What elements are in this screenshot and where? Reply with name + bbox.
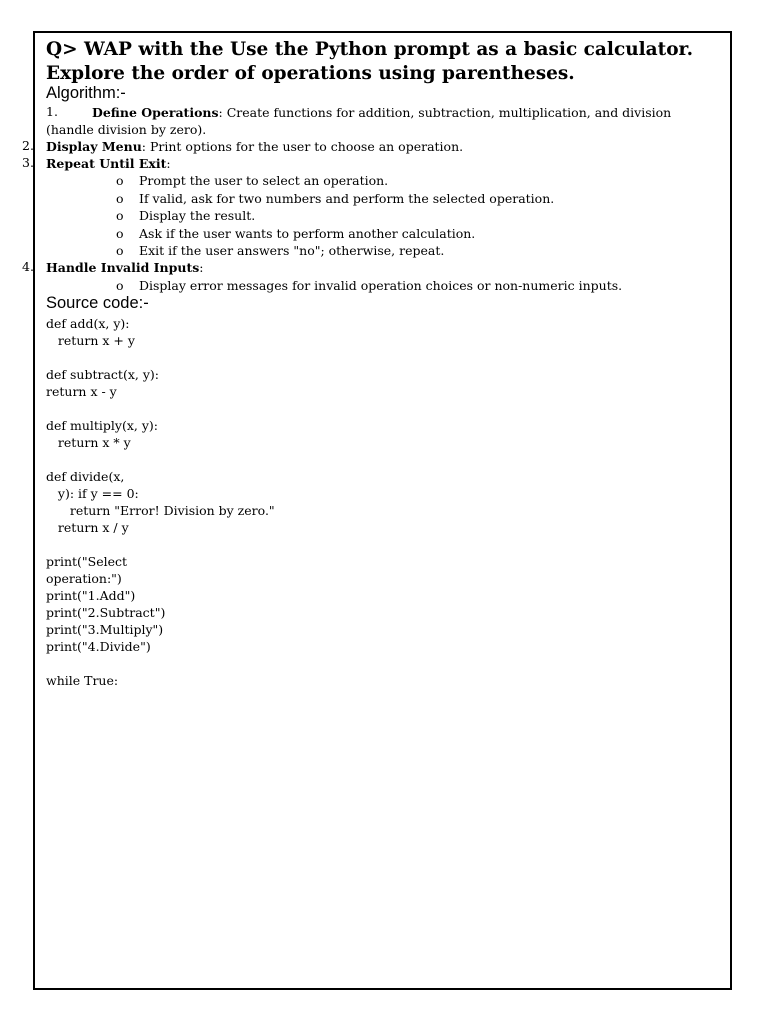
bullet-glyph: o: [116, 173, 124, 188]
code-line: return x * y: [46, 435, 131, 450]
bullet-glyph: o: [116, 191, 124, 206]
code-line: print("1.Add"): [46, 588, 136, 603]
question-title: Q> WAP with the Use the Python prompt as a basic calculator. Explore the order of operations using parentheses.: [46, 39, 694, 84]
step-2-text: : Print options for the user to choose an operation.: [141, 139, 464, 154]
bullet-glyph: o: [116, 243, 124, 258]
step-2: [46, 138, 463, 155]
step-1-number: 1.: [46, 104, 58, 119]
repeat-bullet-1: Prompt the user to select an operation.: [139, 173, 389, 188]
step-3: [46, 155, 171, 172]
invalid-bullet-1: Display error messages for invalid operation choices or non-numeric inputs.: [139, 278, 623, 293]
code-line: operation:"): [46, 571, 122, 586]
bullet-glyph: o: [116, 226, 124, 241]
repeat-bullet-4: Ask if the user wants to perform another calculation.: [139, 226, 476, 241]
code-line: print("Select: [46, 554, 128, 569]
step-2-bold: Display Menu: [46, 139, 142, 154]
code-line: return x - y: [46, 384, 117, 399]
source-code-heading: Source code:-: [46, 294, 149, 312]
step-1-continuation: (handle division by zero).: [46, 122, 207, 137]
bullet-glyph: o: [116, 278, 124, 293]
code-line: return x / y: [46, 520, 129, 535]
code-line: def add(x, y):: [46, 316, 130, 331]
step-3-bold: Repeat Until Exit: [46, 156, 167, 171]
step-1-bold: Define Operations: [92, 105, 219, 120]
code-line: def divide(x,: [46, 469, 125, 484]
bullet-glyph: o: [116, 208, 124, 223]
step-4-bold: Handle Invalid Inputs: [46, 260, 200, 275]
code-line: while True:: [46, 673, 119, 688]
step-3-number: 3.: [22, 155, 34, 170]
code-line: def subtract(x, y):: [46, 367, 159, 382]
repeat-bullet-2: If valid, ask for two numbers and perform the selected operation.: [139, 191, 555, 206]
code-line: return x + y: [46, 333, 135, 348]
step-2-number: 2.: [22, 138, 34, 153]
code-line: print("4.Divide"): [46, 639, 151, 654]
code-line: return "Error! Division by zero.": [46, 503, 275, 518]
repeat-bullet-5: Exit if the user answers "no"; otherwise, repeat.: [139, 243, 445, 258]
code-line: print("3.Multiply"): [46, 622, 164, 637]
code-line: print("2.Subtract"): [46, 605, 166, 620]
step-1: [92, 104, 671, 121]
code-line: def multiply(x, y):: [46, 418, 159, 433]
algorithm-heading: Algorithm:-: [46, 84, 126, 102]
step-4: [46, 259, 203, 276]
code-line: y): if y == 0:: [46, 486, 139, 501]
step-1-text: : Create functions for addition, subtraction, multiplication, and division: [218, 105, 672, 120]
step-3-text: :: [166, 156, 171, 171]
repeat-bullet-3: Display the result.: [139, 208, 256, 223]
step-4-text: :: [199, 260, 204, 275]
step-4-number: 4.: [22, 259, 34, 274]
